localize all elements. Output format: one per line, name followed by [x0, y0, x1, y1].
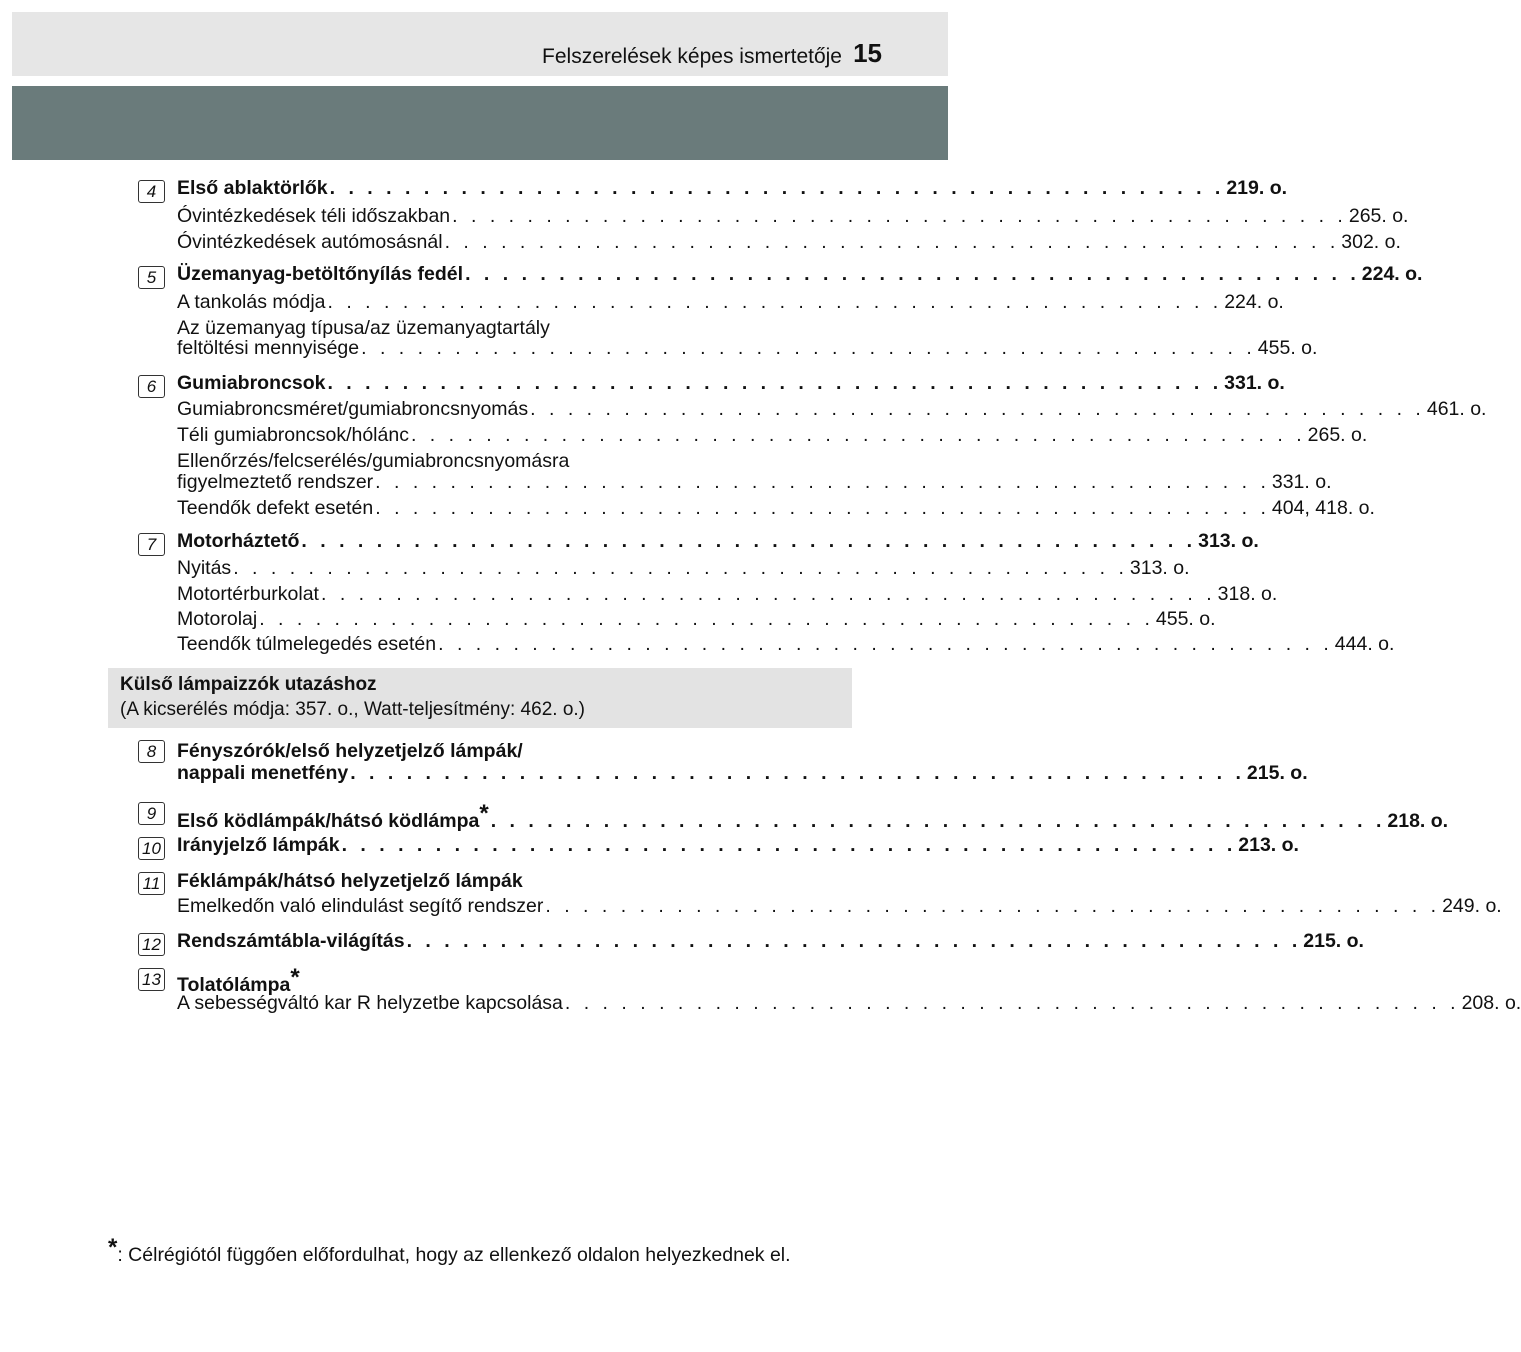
- item-number-badge: 13: [138, 968, 165, 991]
- entry-text: Motortérburkolat: [177, 583, 319, 605]
- leader-dots: . . . . . . . . . . . . . . . . . . . . . . . . . . . . . . . . . . . . . . . . . . . . . . . .: [329, 177, 1225, 199]
- entry-text: feltöltési mennyisége: [177, 337, 360, 359]
- entry-text: nappali menetfény: [177, 762, 349, 784]
- entry-page: 219. o.: [1226, 177, 1288, 199]
- leader-dots: . . . . . . . . . . . . . . . . . . . . . . . . . . . . . . . . . . . . . . . . . . . . . . . .: [564, 992, 1460, 1014]
- entry-text: Rendszámtábla-világítás: [177, 930, 405, 952]
- leader-dots: . . . . . . . . . . . . . . . . . . . . . . . . . . . . . . . . . . . . . . . . . . . . . . . .: [490, 810, 1386, 832]
- infobox-subtext: (A kicserélés módja: 357. o., Watt-teljesítmény: 462. o.): [120, 699, 585, 720]
- entry-main[interactable]: [177, 762, 1308, 790]
- entry-page: 265. o.: [1348, 205, 1409, 227]
- entry-page: 218. o.: [1387, 810, 1449, 832]
- entry-sub[interactable]: [177, 205, 1409, 233]
- entry-page: 215. o.: [1246, 762, 1308, 784]
- footnote-star: *: [108, 1234, 118, 1261]
- item-number-badge: 9: [138, 802, 165, 825]
- entry-sub[interactable]: [177, 398, 1487, 426]
- leader-dots: . . . . . . . . . . . . . . . . . . . . . . . . . . . . . . . . . . . . . . . . . . . . . . . .: [406, 930, 1302, 952]
- entry-page: 265. o.: [1307, 424, 1368, 446]
- entry-main-line1: Fényszórók/első helyzetjelző lámpák/: [177, 740, 523, 762]
- item-number-badge: 11: [138, 872, 165, 895]
- entry-page: 215. o.: [1303, 930, 1364, 952]
- entry-page: 331. o.: [1224, 372, 1285, 394]
- entry-text: Gumiabroncsméret/gumiabroncsnyomás: [177, 398, 529, 420]
- entry-sub[interactable]: [177, 608, 1216, 636]
- page-number: 15: [853, 38, 882, 68]
- entry-page: 461. o.: [1426, 398, 1487, 420]
- entry-sub-text: Ellenőrzés/felcserélés/gumiabroncsnyomásra: [177, 450, 570, 472]
- leader-dots: . . . . . . . . . . . . . . . . . . . . . . . . . . . . . . . . . . . . . . . . . . . . . . . .: [327, 291, 1223, 313]
- entry-main[interactable]: [177, 530, 1259, 558]
- entry-sub[interactable]: [177, 291, 1284, 319]
- entry-sub[interactable]: [177, 471, 1332, 499]
- leader-dots: . . . . . . . . . . . . . . . . . . . . . . . . . . . . . . . . . . . . . . . . . . . . . . . .: [410, 424, 1306, 446]
- entry-page: 404, 418. o.: [1271, 497, 1375, 519]
- entry-page: 455. o.: [1155, 608, 1216, 630]
- entry-sub[interactable]: [177, 337, 1318, 365]
- entry-main-text: Féklámpák/hátsó helyzetjelző lámpák: [177, 870, 523, 892]
- leader-dots: . . . . . . . . . . . . . . . . . . . . . . . . . . . . . . . . . . . . . . . . . . . . . . . .: [438, 633, 1333, 655]
- entry-sub-text: Az üzemanyag típusa/az üzemanyagtartály: [177, 317, 550, 339]
- entry-main[interactable]: [177, 930, 1364, 958]
- entry-text: Emelkedőn való elindulást segítő rendszer: [177, 895, 544, 917]
- entry-text: Gumiabroncsok: [177, 372, 326, 394]
- entry-page: 455. o.: [1257, 337, 1318, 359]
- entry-page: 208. o.: [1461, 992, 1521, 1014]
- entry-text: Teendők defekt esetén: [177, 497, 374, 519]
- entry-main[interactable]: [177, 834, 1299, 862]
- leader-dots: . . . . . . . . . . . . . . . . . . . . . . . . . . . . . . . . . . . . . . . . . . . . . . . .: [375, 497, 1270, 519]
- footnote-star: *: [479, 800, 489, 827]
- leader-dots: . . . . . . . . . . . . . . . . . . . . . . . . . . . . . . . . . . . . . . . . . . . . . . . .: [530, 398, 1425, 420]
- leader-dots: . . . . . . . . . . . . . . . . . . . . . . . . . . . . . . . . . . . . . . . . . . . . . . . .: [452, 205, 1347, 227]
- item-number-badge: 12: [138, 933, 165, 956]
- entry-main-text: Tolatólámpa*: [177, 964, 300, 996]
- entry-sub[interactable]: [177, 424, 1368, 452]
- entry-page: 213. o.: [1238, 834, 1299, 856]
- footnote: [108, 1234, 791, 1267]
- entry-sub[interactable]: [177, 633, 1395, 661]
- leader-dots: . . . . . . . . . . . . . . . . . . . . . . . . . . . . . . . . . . . . . . . . . . . . . . . .: [320, 583, 1216, 605]
- entry-main[interactable]: [177, 800, 1449, 832]
- leader-dots: . . . . . . . . . . . . . . . . . . . . . . . . . . . . . . . . . . . . . . . . . . . . . . . .: [361, 337, 1256, 359]
- entry-text: Nyitás: [177, 557, 232, 579]
- entry-page: 249. o.: [1442, 895, 1502, 917]
- entry-text: Első ablaktörlők: [177, 177, 328, 199]
- entry-text: Óvintézkedések téli időszakban: [177, 205, 451, 227]
- item-number-badge: 6: [138, 375, 165, 398]
- entry-text: Üzemanyag-betöltőnyílás fedél: [177, 263, 464, 285]
- footnote-text: : Célrégiótól függően előfordulhat, hogy az ellenkező oldalon helyezkednek el.: [117, 1244, 791, 1266]
- leader-dots: . . . . . . . . . . . . . . . . . . . . . . . . . . . . . . . . . . . . . . . . . . . . . . . .: [465, 263, 1360, 285]
- entry-sub[interactable]: [177, 583, 1278, 611]
- entry-page: 313. o.: [1129, 557, 1190, 579]
- leader-dots: . . . . . . . . . . . . . . . . . . . . . . . . . . . . . . . . . . . . . . . . . . . . . . . .: [350, 762, 1245, 784]
- leader-dots: . . . . . . . . . . . . . . . . . . . . . . . . . . . . . . . . . . . . . . . . . . . . . . . .: [375, 471, 1270, 493]
- footnote-star: *: [290, 964, 300, 991]
- entry-text: Irányjelző lámpák: [177, 834, 340, 856]
- entry-sub[interactable]: [177, 557, 1190, 585]
- item-number-badge: 8: [138, 740, 165, 763]
- entry-sub[interactable]: [177, 231, 1401, 259]
- entry-main[interactable]: [177, 263, 1423, 291]
- infobox-heading: Külső lámpaizzók utazáshoz: [120, 674, 377, 695]
- entry-text: Teendők túlmelegedés esetén: [177, 633, 437, 655]
- entry-text: Motorháztető: [177, 530, 300, 552]
- lamp-bulbs-infobox: [108, 668, 852, 728]
- entry-page: 224. o.: [1361, 263, 1423, 285]
- entry-text: Óvintézkedések autómosásnál: [177, 231, 443, 253]
- leader-dots: . . . . . . . . . . . . . . . . . . . . . . . . . . . . . . . . . . . . . . . . . . . . . . . .: [341, 834, 1237, 856]
- leader-dots: . . . . . . . . . . . . . . . . . . . . . . . . . . . . . . . . . . . . . . . . . . . . . . . .: [545, 895, 1441, 917]
- entry-text: Motorolaj: [177, 608, 258, 630]
- item-number-badge: 5: [138, 266, 165, 289]
- leader-dots: . . . . . . . . . . . . . . . . . . . . . . . . . . . . . . . . . . . . . . . . . . . . . . . .: [444, 231, 1340, 253]
- leader-dots: . . . . . . . . . . . . . . . . . . . . . . . . . . . . . . . . . . . . . . . . . . . . . . . .: [233, 557, 1128, 579]
- leader-dots: . . . . . . . . . . . . . . . . . . . . . . . . . . . . . . . . . . . . . . . . . . . . . . . .: [327, 372, 1223, 394]
- item-number-badge: 10: [138, 837, 165, 860]
- entry-page: 331. o.: [1271, 471, 1332, 493]
- entry-text: figyelmeztető rendszer: [177, 471, 374, 493]
- entry-text: A sebességváltó kar R helyzetbe kapcsolása: [177, 992, 563, 1014]
- entry-page: 318. o.: [1217, 583, 1278, 605]
- item-number-badge: 4: [138, 180, 165, 203]
- leader-dots: . . . . . . . . . . . . . . . . . . . . . . . . . . . . . . . . . . . . . . . . . . . . . . . .: [259, 608, 1154, 630]
- item-number-badge: 7: [138, 533, 165, 556]
- entry-sub[interactable]: [177, 992, 1521, 1020]
- entry-main[interactable]: [177, 177, 1288, 205]
- entry-main[interactable]: [177, 372, 1285, 400]
- entry-text: A tankolás módja: [177, 291, 326, 313]
- entry-text: Téli gumiabroncsok/hólánc: [177, 424, 409, 446]
- entry-page: 224. o.: [1224, 291, 1284, 313]
- header-band: [12, 86, 948, 160]
- entry-text: Első ködlámpák/hátsó ködlámpa*: [177, 800, 489, 832]
- entry-sub[interactable]: [177, 895, 1502, 923]
- leader-dots: . . . . . . . . . . . . . . . . . . . . . . . . . . . . . . . . . . . . . . . . . . . . . . . .: [301, 530, 1197, 552]
- entry-sub[interactable]: [177, 497, 1375, 525]
- section-title: Felszerelések képes ismertetője: [542, 45, 842, 68]
- entry-page: 313. o.: [1198, 530, 1259, 552]
- entry-page: 302. o.: [1341, 231, 1401, 253]
- entry-page: 444. o.: [1334, 633, 1395, 655]
